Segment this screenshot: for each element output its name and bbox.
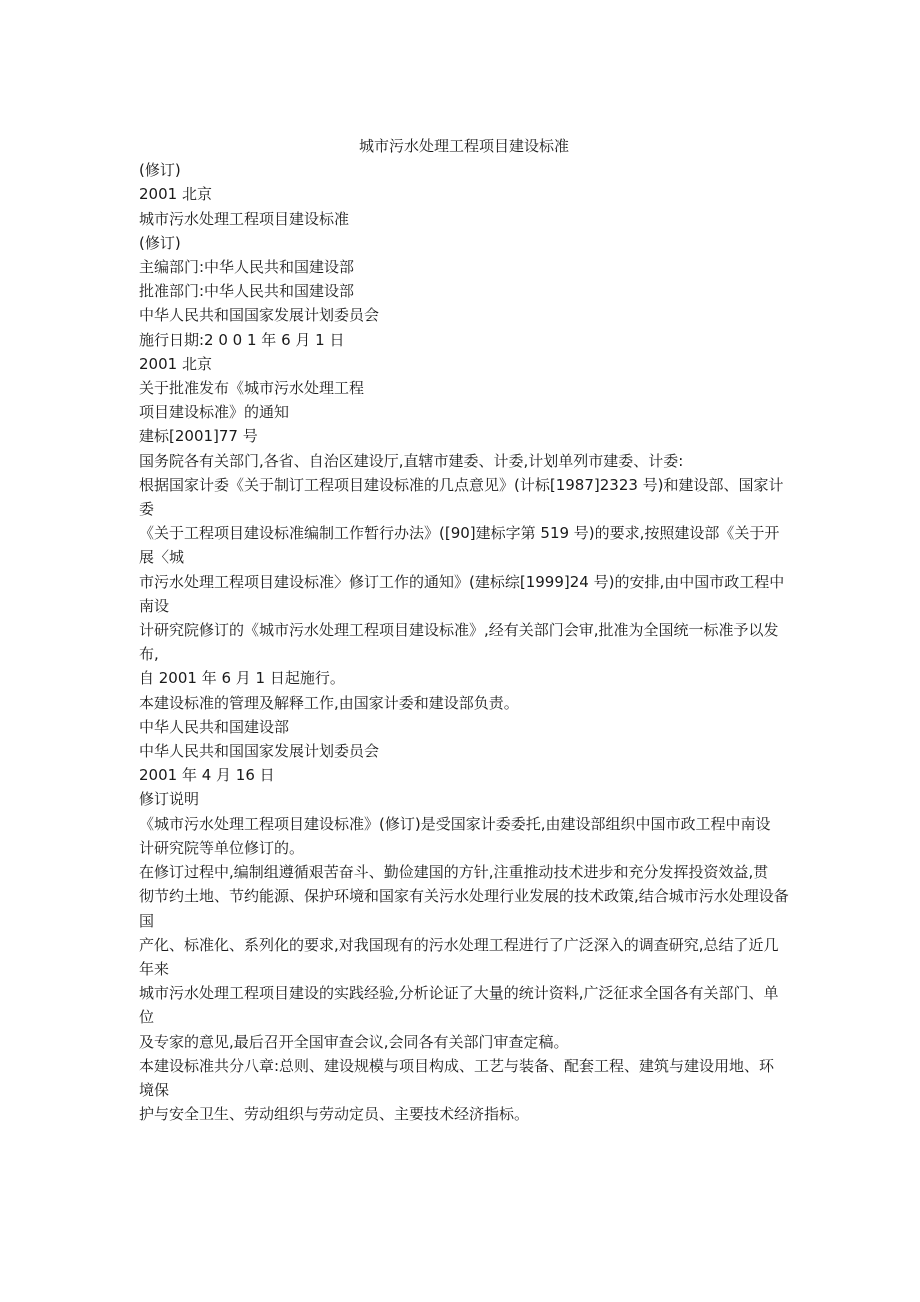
- body-paragraph: 产化、标准化、系列化的要求,对我国现有的污水处理工程进行了广泛深入的调查研究,总结了近几年来: [139, 935, 779, 978]
- text-line: 主编部门:中华人民共和国建设部: [139, 258, 355, 277]
- body-paragraph: 根据国家计委《关于制订工程项目建设标准的几点意见》(计标[1987]2323 号)和建设部、国家计委: [139, 475, 784, 519]
- body-paragraph: 在修订过程中,编制组遵循艰苦奋斗、勤俭建国的方针,注重推动技术进步和充分发挥投资效益,贯: [139, 863, 769, 882]
- body-paragraph: 计研究院修订的《城市污水处理工程项目建设标准》,经有关部门会审,批准为全国统一标准予以发布,: [139, 621, 779, 664]
- text-line: 项目建设标准》的通知: [139, 403, 290, 422]
- text-line: 批准部门:中华人民共和国建设部: [139, 282, 355, 301]
- text-line: (修订): [139, 233, 181, 252]
- text-line: 2001 北京: [139, 354, 212, 373]
- document-lines: [139, 158, 789, 1126]
- text-line: 计研究院等单位修订的。: [139, 838, 305, 857]
- text-line: 及专家的意见,最后召开全国审查会议,会同各有关部门审查定稿。: [139, 1032, 569, 1051]
- body-paragraph: 彻节约土地、节约能源、保护环境和国家有关污水处理行业发展的技术政策,结合城市污水处理设备国: [139, 887, 789, 930]
- text-line: 国务院各有关部门,各省、自治区建设厅,直辖市建委、计委,计划单列市建委、计委:: [139, 451, 684, 470]
- text-line: 护与安全卫生、劳动组织与劳动定员、主要技术经济指标。: [139, 1105, 530, 1124]
- text-line: 2001 年 4 月 16 日: [139, 766, 275, 785]
- text-line: 建标[2001]77 号: [139, 427, 258, 446]
- text-line: 修订说明: [139, 790, 200, 809]
- text-line: 中华人民共和国建设部: [139, 717, 290, 736]
- text-line: 中华人民共和国国家发展计划委员会: [139, 742, 380, 761]
- document-body: [139, 134, 789, 1126]
- text-line: (修订): [139, 161, 181, 180]
- body-paragraph: 《关于工程项目建设标准编制工作暂行办法》([90]建标字第 519 号)的要求,按照建设部《关于开展〈城: [139, 524, 780, 567]
- body-paragraph: 市污水处理工程项目建设标准〉修订工作的通知》(建标综[1999]24 号)的安排,由中国市政工程中南设: [139, 572, 785, 615]
- text-line: 城市污水处理工程项目建设标准: [139, 209, 350, 228]
- document-title: 城市污水处理工程项目建设标准: [358, 137, 569, 155]
- body-paragraph: 《城市污水处理工程项目建设标准》(修订)是受国家计委委托,由建设部组织中国市政工程中南设: [139, 814, 771, 833]
- text-line: 本建设标准的管理及解释工作,由国家计委和建设部负责。: [139, 693, 519, 712]
- body-paragraph: 本建设标准共分八章:总则、建设规模与项目构成、工艺与装备、配套工程、建筑与建设用地、环境保: [139, 1056, 775, 1099]
- text-line: 关于批准发布《城市污水处理工程: [139, 379, 365, 398]
- text-line: 中华人民共和国国家发展计划委员会: [139, 306, 380, 325]
- text-line: 自 2001 年 6 月 1 日起施行。: [139, 669, 345, 688]
- text-line: 2001 北京: [139, 185, 212, 204]
- text-line: 施行日期:2 0 0 1 年 6 月 1 日: [139, 330, 345, 349]
- body-paragraph: 城市污水处理工程项目建设的实践经验,分析论证了大量的统计资料,广泛征求全国各有关部门、单位: [139, 984, 779, 1027]
